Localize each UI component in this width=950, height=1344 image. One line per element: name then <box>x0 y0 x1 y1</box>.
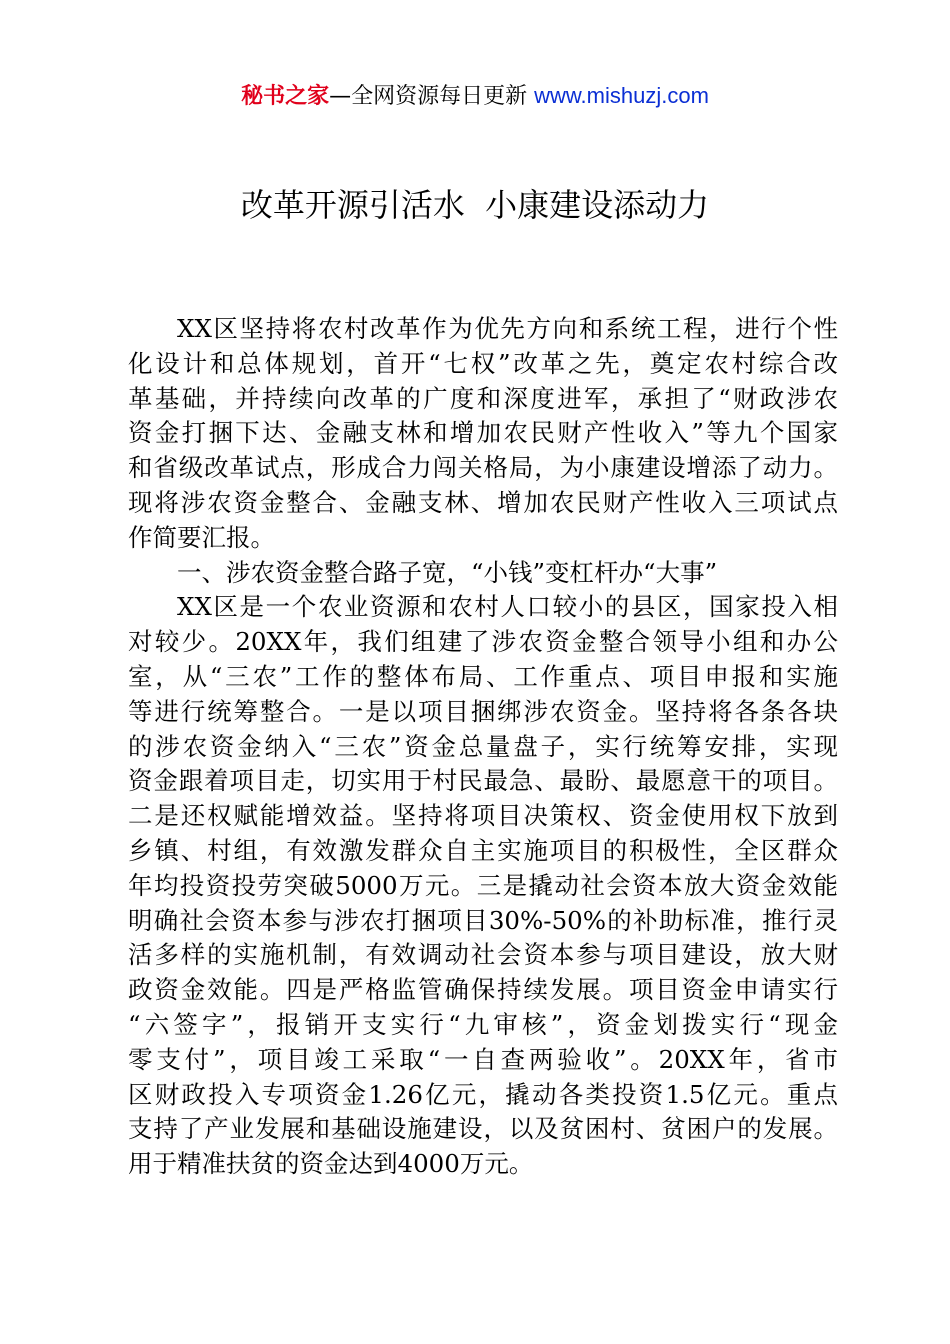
section-heading <box>128 556 838 591</box>
text-line: 室，从“三农”工作的整体布局、工作重点、项目申报和实施 <box>128 661 838 691</box>
text-line: “六签字”，报销开支实行“九审核”，资金划拨实行“现金 <box>128 1009 838 1039</box>
text-line: 和省级改革试点，形成合力闯关格局，为小康建设增添了动力。 <box>128 453 838 483</box>
text-line: 政资金效能。四是严格监管确保持续发展。项目资金申请实行 <box>128 975 838 1005</box>
text-line: 用于精准扶贫的资金达到4000万元。 <box>128 1149 534 1179</box>
site-header <box>0 80 950 113</box>
text-line: 一、涉农资金整合路子宽，“小钱”变杠杆办“大事” <box>177 557 718 587</box>
text-line: 活多样的实施机制，有效调动社会资本参与项目建设，放大财 <box>128 940 838 970</box>
text-line: XX区是一个农业资源和农村人口较小的县区，国家投入相 <box>177 592 838 622</box>
document-body <box>128 312 838 1182</box>
paragraph <box>128 590 838 1182</box>
text-line: 现将涉农资金整合、金融支林、增加农民财产性收入三项试点 <box>128 487 838 517</box>
paragraph <box>128 312 838 556</box>
text-line: 乡镇、村组，有效激发群众自主实施项目的积极性，全区群众 <box>128 835 838 865</box>
text-line: 资金打捆下达、金融支林和增加农民财产性收入”等九个国家 <box>128 418 838 448</box>
text-line: 对较少。20XX年，我们组建了涉农资金整合领导小组和办公 <box>128 627 838 657</box>
document-title: 改革开源引活水 小康建设添动力 <box>240 186 710 224</box>
text-line: 化设计和总体规划，首开“七权”改革之先，奠定农村综合改 <box>128 348 838 378</box>
text-line: 革基础，并持续向改革的广度和深度进军，承担了“财政涉农 <box>128 383 838 413</box>
text-line: 等进行统筹整合。一是以项目捆绑涉农资金。坚持将各条各块 <box>128 696 838 726</box>
text-line: 明确社会资本参与涉农打捆项目30%-50%的补助标准，推行灵 <box>128 905 838 935</box>
site-url-link[interactable]: www.mishuzj.com <box>534 83 709 108</box>
text-line: 资金跟着项目走，切实用于村民最急、最盼、最愿意干的项目。 <box>128 766 838 796</box>
text-line: 二是还权赋能增效益。坚持将项目决策权、资金使用权下放到 <box>128 801 838 831</box>
text-line: 区财政投入专项资金1.26亿元，撬动各类投资1.5亿元。重点 <box>128 1079 838 1109</box>
brand-name: 秘书之家 <box>241 84 330 109</box>
text-line: 零支付”，项目竣工采取“一自查两验收”。20XX年，省市 <box>128 1044 838 1074</box>
text-line: 年均投资投劳突破5000万元。三是撬动社会资本放大资金效能 <box>128 870 838 900</box>
text-line: 作简要汇报。 <box>128 522 275 552</box>
text-line: 支持了产业发展和基础设施建设，以及贫困村、贫困户的发展。 <box>128 1114 838 1144</box>
text-line: 的涉农资金纳入“三农”资金总量盘子，实行统筹安排，实现 <box>128 731 838 761</box>
text-line: XX区坚持将农村改革作为优先方向和系统工程，进行个性 <box>177 314 838 343</box>
header-slogan: —全网资源每日更新 <box>329 84 535 109</box>
